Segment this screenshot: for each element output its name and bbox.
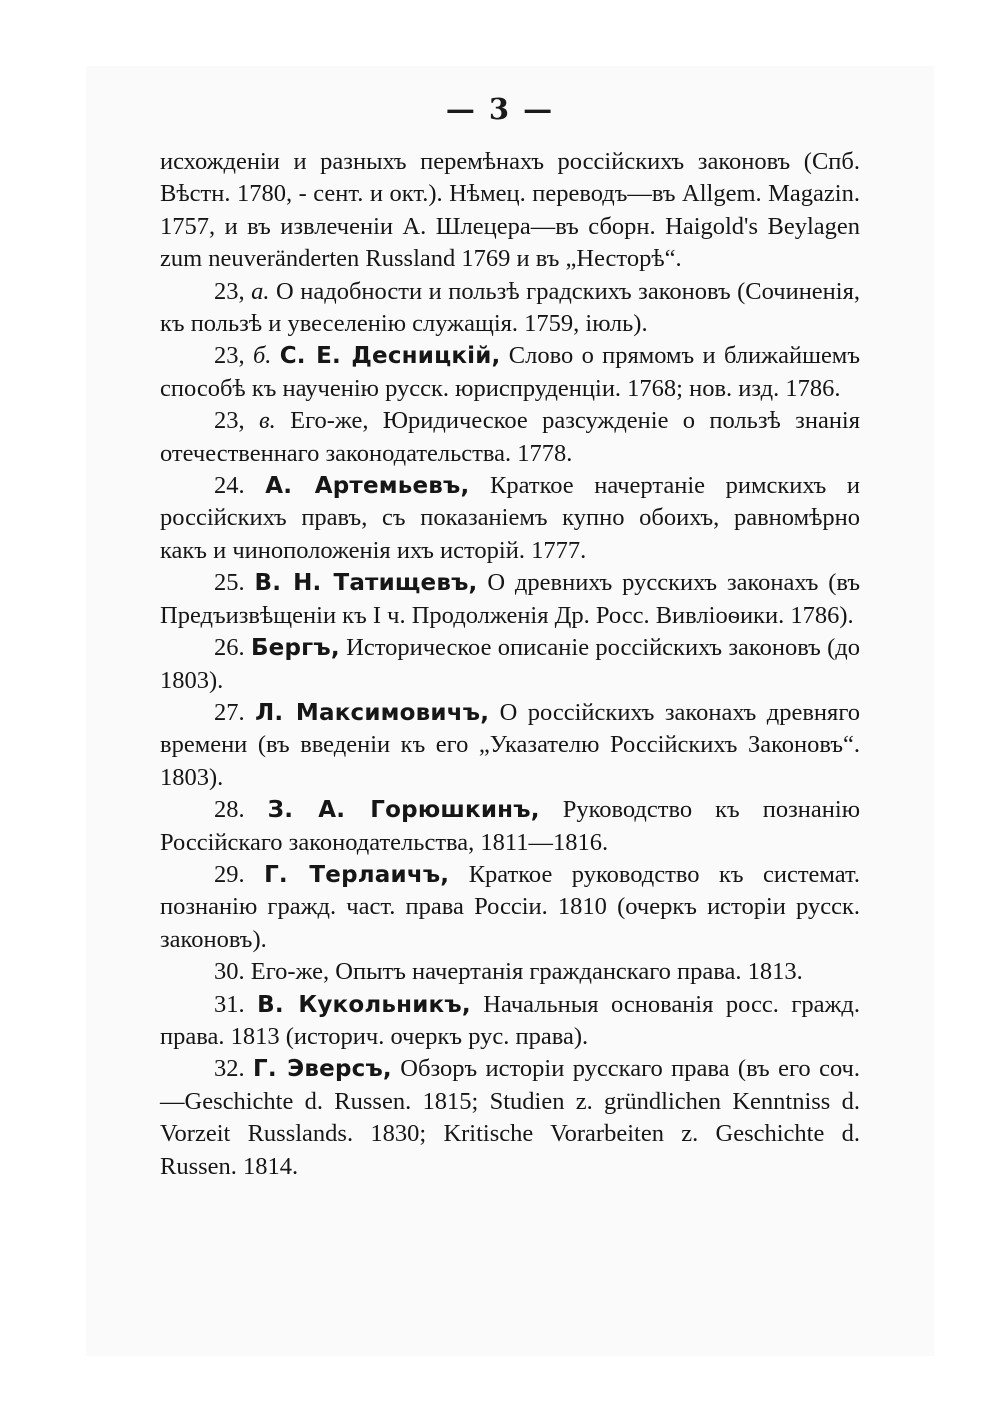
- entry-text: О древнихъ русскихъ законахъ (въ Предъизвѣщеніи къ I ч. Продолженія Др. Росс. Вивліоѳики. 1786).: [160, 569, 861, 629]
- entry-text: Обзоръ исторіи русскаго права (въ его соч.—Geschichte d. Russen. 1815; Studien z. gründlichen Kenntniss d. Vorzeit Russlands. 1830; Kritische Vorarbeiten z. Geschichte d. Russen. 1814.: [160, 1055, 861, 1180]
- entry-text: Руководство къ познанію Россійскаго законодательства, 1811—1816.: [160, 796, 860, 856]
- entry-text: исхожденіи и разныхъ перемѣнахъ россійскихъ законовъ (Спб. Вѣстн. 1780, - сент. и окт.). Нѣмец. переводъ—въ Allgem. Magazin. 1757, и въ извлеченіи А. Шлецера—въ сборн. Haigold's Beylagen zum neuveränderten Russland 1769 и въ „Несторѣ“.: [160, 148, 860, 273]
- entry-continuation: [160, 146, 860, 276]
- entry-number: 32.: [214, 1055, 245, 1083]
- entry-sublabel: в.: [258, 407, 276, 435]
- entry-text: О россійскихъ законахъ древняго времени (въ введеніи къ его „Указателю Россійскихъ Законовъ“. 1803).: [160, 698, 861, 791]
- entry-author: З. А. Горюшкинъ,: [267, 797, 540, 824]
- entry-26: [160, 632, 860, 697]
- entry-number: 26.: [214, 634, 245, 662]
- entry-author: А. Артемьевъ,: [265, 473, 470, 500]
- entry-text: О надобности и пользѣ градскихъ законовъ (Сочиненія, къ пользѣ и увеселенію служащія. 1759, іюль).: [160, 277, 860, 338]
- entry-sublabel: б.: [252, 342, 272, 370]
- entry-number: 31.: [214, 990, 245, 1018]
- entry-23b: [160, 340, 860, 405]
- entry-number: 25.: [214, 569, 245, 597]
- entry-27: [160, 697, 860, 794]
- entry-author: Л. Максимовичъ,: [255, 699, 490, 726]
- entry-sublabel: а.: [251, 277, 270, 305]
- entry-number: 27.: [214, 698, 245, 726]
- entry-author: В. Н. Татищевъ,: [254, 570, 478, 597]
- entry-author: В. Кукольникъ,: [257, 991, 471, 1018]
- entry-text: Историческое описаніе россійскихъ законовъ (до 1803).: [160, 634, 861, 694]
- entry-number: 23,: [214, 407, 245, 435]
- entry-31: [160, 989, 860, 1054]
- entry-25: [160, 567, 860, 632]
- entry-28: [160, 794, 860, 859]
- entry-text: Краткое начертаніе римскихъ и россійскихъ правъ, съ показаніемъ купно обоихъ, равномѣрно какъ и чиноположенія ихъ исторій. 1777.: [160, 472, 860, 564]
- document-body: [160, 146, 860, 1183]
- entry-number: 24.: [214, 472, 245, 500]
- entry-text: Его-же, Опытъ начертанія гражданскаго права. 1813.: [250, 958, 803, 986]
- entry-number: 23,: [214, 342, 245, 370]
- entry-23v: [160, 405, 860, 470]
- entry-author: Бергъ,: [250, 635, 340, 662]
- entry-author: Г. Эверсъ,: [253, 1056, 392, 1083]
- entry-text: Его-же, Юридическое разсужденіе о пользѣ знанія отечественнаго законодательства. 1778.: [160, 407, 861, 467]
- entry-29: [160, 859, 860, 956]
- entry-number: 28.: [214, 796, 245, 824]
- entry-number: 30.: [214, 958, 245, 986]
- entry-author: С. Е. Десницкій,: [279, 343, 501, 370]
- entry-23a: [160, 276, 860, 341]
- entry-text: Краткое руководство къ системат. познанію гражд. част. права Россіи. 1810 (очеркъ исторіи русск. законовъ).: [160, 860, 860, 953]
- entry-text: Начальныя основанія росс. гражд. права. 1813 (историч. очеркъ рус. права).: [160, 990, 861, 1050]
- entry-24: [160, 470, 860, 567]
- entry-30: [160, 956, 860, 988]
- entry-text: Слово о прямомъ и ближайшемъ способѣ къ наученію русск. юриспруденціи. 1768; нов. изд. 1786.: [160, 342, 860, 402]
- entry-number: 29.: [214, 860, 245, 888]
- page-number: — 3 —: [445, 92, 555, 126]
- entry-author: Г. Терлаичъ,: [264, 861, 450, 888]
- entry-32: [160, 1053, 860, 1183]
- entry-number: 23,: [214, 277, 245, 305]
